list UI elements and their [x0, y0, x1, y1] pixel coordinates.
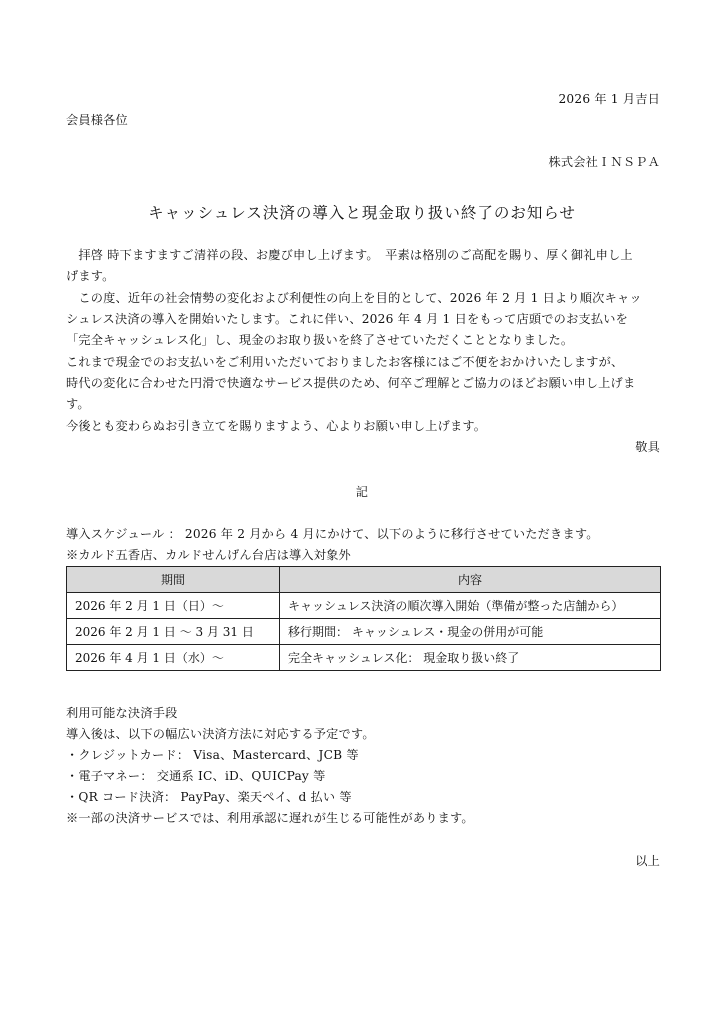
payment-item: ・電子マネー： 交通系 IC、iD、QUICPay 等 [66, 769, 326, 783]
period-cell: 2026 年 2 月 1 日（日）～ [67, 593, 280, 619]
period-cell: 2026 年 4 月 1 日（水）～ [67, 645, 280, 671]
company-name: 株式会社ＩＮＳＰＡ [548, 155, 660, 169]
ending-ijou: 以上 [635, 854, 660, 868]
body-line: 拝啓 時下ますますご清祥の段、お慶び申し上げます。 平素は格別のご高配を賜り、厚く御礼申し上 [66, 248, 633, 262]
body-line: 「完全キャッシュレス化」し、現金のお取り扱いを終了させていただくこととなりました。 [66, 333, 574, 347]
issue-date: 2026 年 1 月吉日 [558, 92, 660, 106]
column-header-period: 期間 [67, 567, 280, 593]
payment-item: ・クレジットカード： Visa、Mastercard、JCB 等 [66, 748, 359, 762]
body-line: この度、近年の社会情勢の変化および利便性の向上を目的として、2026 年 2 月 1 日より順次キャッ [66, 291, 642, 305]
payment-heading: 利用可能な決済手段 [66, 706, 178, 720]
payment-note: ※一部の決済サービスでは、利用承認に遅れが生じる可能性があります。 [66, 811, 474, 825]
table-row [67, 645, 661, 671]
body-line: す。 [66, 397, 90, 411]
body-line: 時代の変化に合わせた円滑で快適なサービス提供のため、何卒ご理解とご協力のほどお願い申し上げま [66, 376, 636, 390]
column-header-content: 内容 [280, 567, 661, 593]
schedule-note: ※カルド五香店、カルドせんげん台店は導入対象外 [66, 548, 351, 562]
ki-heading: 記 [355, 485, 369, 499]
content-cell: 完全キャッシュレス化： 現金取り扱い終了 [280, 645, 661, 671]
schedule-table [66, 566, 661, 671]
body-line: 今後とも変わらぬお引き立てを賜りますよう、心よりお願い申し上げます。 [66, 419, 487, 433]
content-cell: キャッシュレス決済の順次導入開始（準備が整った店舗から） [280, 593, 661, 619]
body-line: シュレス決済の導入を開始いたします。これに伴い、2026 年 4 月 1 日をもって店頭でのお支払いを [66, 312, 629, 326]
body-line: げます。 [66, 269, 115, 283]
content-cell: 移行期間： キャッシュレス・現金の併用が可能 [280, 619, 661, 645]
schedule-intro: 導入スケジュール ： 2026 年 2 月から 4 月にかけて、以下のように移行させていただきます。 [66, 527, 599, 541]
page-title: キャッシュレス決済の導入と現金取り扱い終了のお知らせ [148, 204, 576, 222]
table-row [67, 593, 661, 619]
closing-keigu: 敬具 [635, 440, 660, 454]
payment-intro: 導入後は、以下の幅広い決済方法に対応する予定です。 [66, 727, 375, 741]
recipient: 会員様各位 [66, 113, 128, 127]
period-cell: 2026 年 2 月 1 日 ～ 3 月 31 日 [67, 619, 280, 645]
payment-item: ・QR コード決済： PayPay、楽天ペイ、d 払い 等 [66, 790, 352, 804]
table-row [67, 619, 661, 645]
table-header-row [67, 567, 661, 593]
body-line: これまで現金でのお支払いをご利用いただいておりましたお客様にはご不便をおかけいたしますが、 [66, 355, 624, 369]
